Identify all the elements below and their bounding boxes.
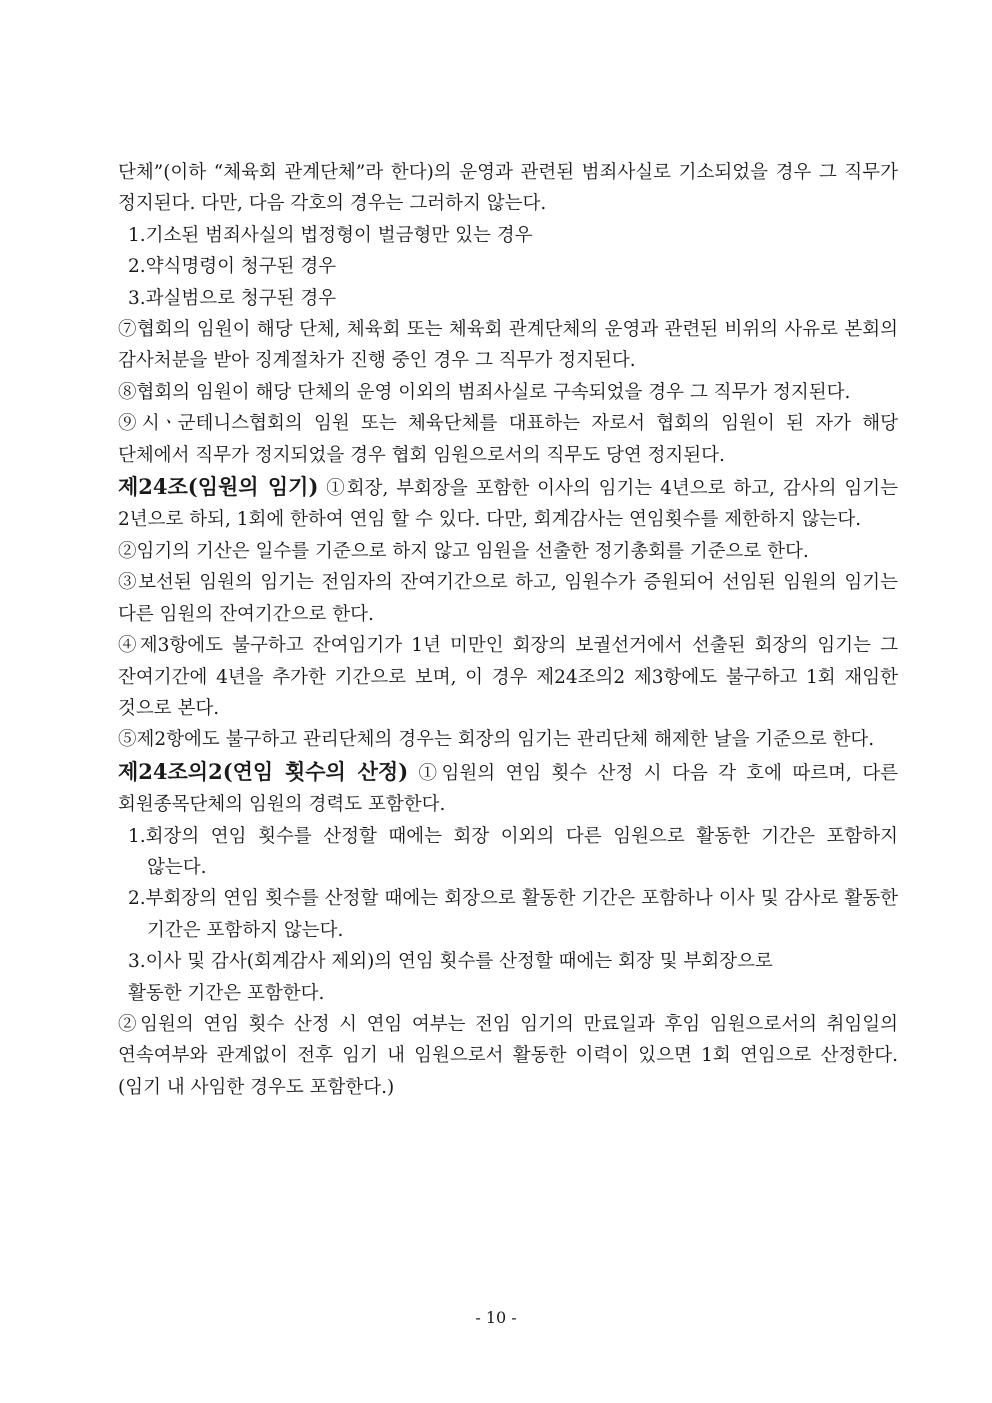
article-24-2 <box>118 756 898 821</box>
article-24 <box>118 471 898 536</box>
article-24-2-paragraph-2: ②임원의 연임 횟수 산정 시 연임 여부는 전임 임기의 만료일과 후임 임원으로서의 취임일의 연속여부와 관계없이 전후 임기 내 임원으로서 활동한 이력이 있으면 1회 연임으로 산정한다.(임기 내 사임한 경우도 포함한다.) <box>118 1013 898 1098</box>
paragraph-8: ⑧협회의 임원이 해당 단체의 운영 이외의 범죄사실로 구속되었을 경우 그 직무가 정지된다. <box>118 381 851 403</box>
list-item: 1.회장의 연임 횟수를 산정할 때에는 회장 이외의 다른 임원으로 활동한 기간은 포함하지 않는다. <box>128 825 898 878</box>
article-24-2-title: 제24조의2(연임 횟수의 산정) <box>118 758 409 784</box>
list-item-line: 3.이사 및 감사(회계감사 제외)의 연임 횟수를 산정할 때에는 회장 및 부회장으로 <box>128 951 773 973</box>
document-body <box>118 157 898 1103</box>
list-item: 1.기소된 범죄사실의 법정형이 벌금형만 있는 경우 <box>128 224 533 246</box>
list-item: 2.약식명령이 청구된 경우 <box>128 256 337 278</box>
article-24-paragraph-1: ①회장, 부회장을 포함한 이사의 임기는 4년으로 하고, 감사의 임기는 2년으로 하되, 1회에 한하여 연임 할 수 있다. 다만, 회계감사는 연임횟수를 제한하지 않는다. <box>118 478 898 531</box>
continued-paragraph: 단체”(이하 “체육회 관계단체”라 한다)의 운영과 관련된 범죄사실로 기소되었을 경우 그 직무가 정지된다. 다만, 다음 각호의 경우는 그러하지 않는다. <box>118 162 898 215</box>
article-24-paragraph-2: ②임기의 기산은 일수를 기준으로 하지 않고 임원을 선출한 정기총회를 기준으로 한다. <box>118 540 809 562</box>
page-number: - 10 - <box>475 1308 517 1327</box>
article-24-2-paragraph-1: ①임원의 연임 횟수 산정 시 다음 각 호에 따르며, 다른 회원종목단체의 임원의 경력도 포함한다. <box>118 762 899 816</box>
article-24-paragraph-5: ⑤제2항에도 불구하고 관리단체의 경우는 회장의 임기는 관리단체 해제한 날을 기준으로 한다. <box>118 729 875 751</box>
list-item: 3.과실범으로 청구된 경우 <box>128 287 337 309</box>
paragraph-9: ⑨시ㆍ군테니스협회의 임원 또는 체육단체를 대표하는 자로서 협회의 임원이 된 자가 해당 단체에서 직무가 정지되었을 경우 협회 임원으로서의 직무도 당연 정지된다. <box>118 413 898 466</box>
paragraph-7: ⑦협회의 임원이 해당 단체, 체육회 또는 체육회 관계단체의 운영과 관련된 비위의 사유로 본회의 감사처분을 받아 징계절차가 진행 중인 경우 그 직무가 정지된다. <box>118 319 898 372</box>
article-24-paragraph-3: ③보선된 임원의 임기는 전임자의 잔여기간으로 하고, 임원수가 증원되어 선임된 임원의 임기는 다른 임원의 잔여기간으로 한다. <box>118 572 898 625</box>
list-item-line: 활동한 기간은 포함한다. <box>128 982 325 1004</box>
article-24-paragraph-4: ④제3항에도 불구하고 잔여임기가 1년 미만인 회장의 보궐선거에서 선출된 회장의 임기는 그 잔여기간에 4년을 추가한 기간으로 보며, 이 경우 제24조의2 제3항에도 불구하고 1회 재임한 것으로 본다. <box>118 635 898 719</box>
article-24-title: 제24조(임원의 임기) <box>118 474 319 500</box>
list-item: 2.부회장의 연임 횟수를 산정할 때에는 회장으로 활동한 기간은 포함하나 이사 및 감사로 활동한 기간은 포함하지 않는다. <box>128 888 898 941</box>
